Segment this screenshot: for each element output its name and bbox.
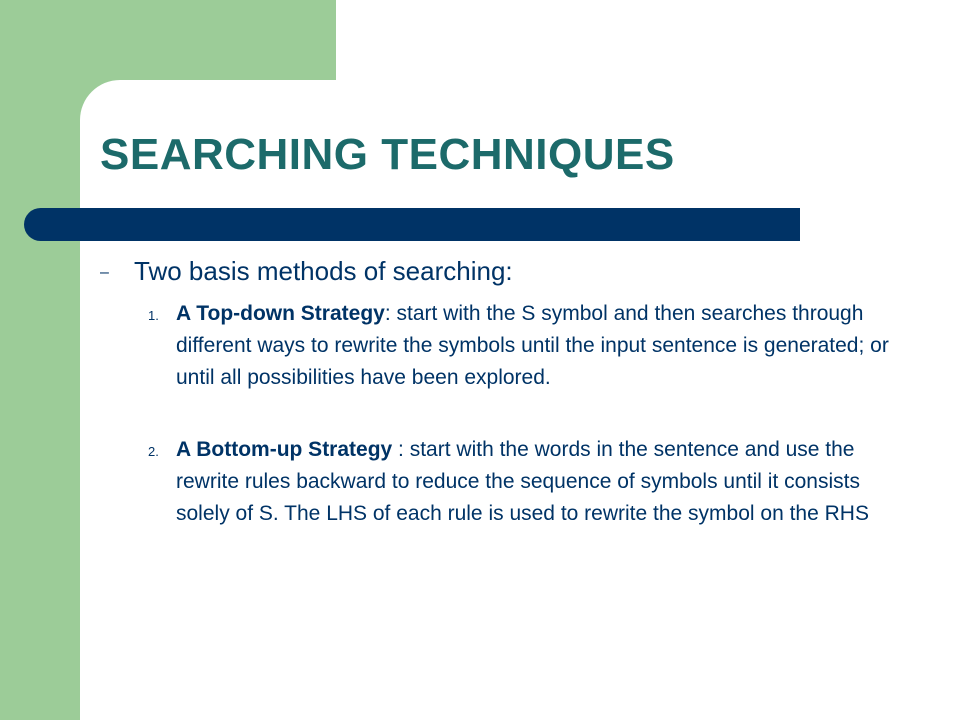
slide-title: SEARCHING TECHNIQUES: [100, 130, 675, 179]
main-bullet-text: Two basis methods of searching:: [134, 256, 513, 286]
strategy-description: : start with the S symbol and then searches through different ways to rewrite the symbols until the input sentence is generated; or until all possibilities have been explored.: [176, 302, 889, 389]
bullet-dash: –: [100, 264, 109, 281]
strategy-label: A Bottom-up Strategy: [176, 438, 393, 461]
list-number: 1.: [148, 308, 159, 323]
list-item-body: [176, 434, 896, 530]
strategy-label: A Top-down Strategy: [176, 302, 385, 325]
list-item-body: [176, 298, 896, 394]
list-number: 2.: [148, 444, 159, 459]
strategy-description: : start with the words in the sentence and use the rewrite rules backward to reduce the sequence of symbols until it consists solely of S. The LHS of each rule is used to rewrite the symbol on the RHS: [176, 438, 869, 525]
